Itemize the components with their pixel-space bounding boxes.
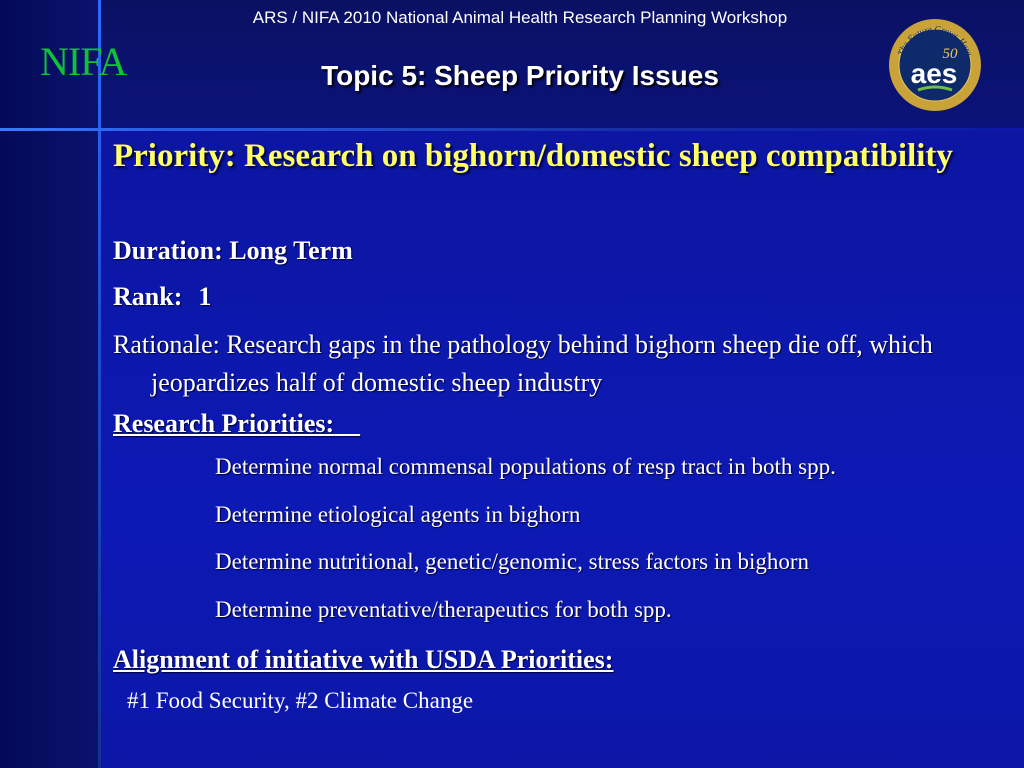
workshop-title: ARS / NIFA 2010 National Animal Health Research Planning Workshop bbox=[252, 8, 788, 27]
vertical-divider bbox=[98, 0, 101, 768]
rank-value: 1 bbox=[198, 282, 212, 311]
aes-50-logo bbox=[888, 18, 982, 112]
research-priorities-heading: Research Priorities: bbox=[113, 409, 335, 438]
research-item: Determine preventative/therapeutics for both spp. bbox=[215, 597, 672, 622]
research-item: Determine nutritional, genetic/genomic, stress factors in bighorn bbox=[215, 549, 810, 574]
rank-row bbox=[113, 282, 211, 312]
page-title: Topic 5: Sheep Priority Issues bbox=[321, 60, 719, 91]
research-item: Determine etiological agents in bighorn bbox=[215, 502, 581, 527]
logo-letters: aes bbox=[910, 58, 958, 89]
alignment-text: #1 Food Security, #2 Climate Change bbox=[127, 688, 474, 713]
duration-text: Duration: Long Term bbox=[113, 236, 353, 265]
nifa-logo-text: NIFA bbox=[40, 39, 127, 84]
horizontal-divider bbox=[0, 128, 1024, 131]
alignment-heading: Alignment of initiative with USDA Priorities: bbox=[113, 645, 614, 674]
rank-label: Rank: bbox=[113, 282, 183, 311]
rationale-text: Rationale: Research gaps in the pathology behind bighorn sheep die off, which jeopardizes half of domestic sheep industry bbox=[113, 330, 933, 397]
logo-ring-text: The Future Grows Here bbox=[895, 23, 975, 57]
left-band bbox=[0, 0, 100, 768]
research-item: Determine normal commensal populations of resp tract in both spp. bbox=[215, 454, 836, 479]
priority-heading: Priority: Research on bighorn/domestic sheep compatibility bbox=[113, 138, 953, 174]
logo-number: 50 bbox=[942, 46, 958, 62]
